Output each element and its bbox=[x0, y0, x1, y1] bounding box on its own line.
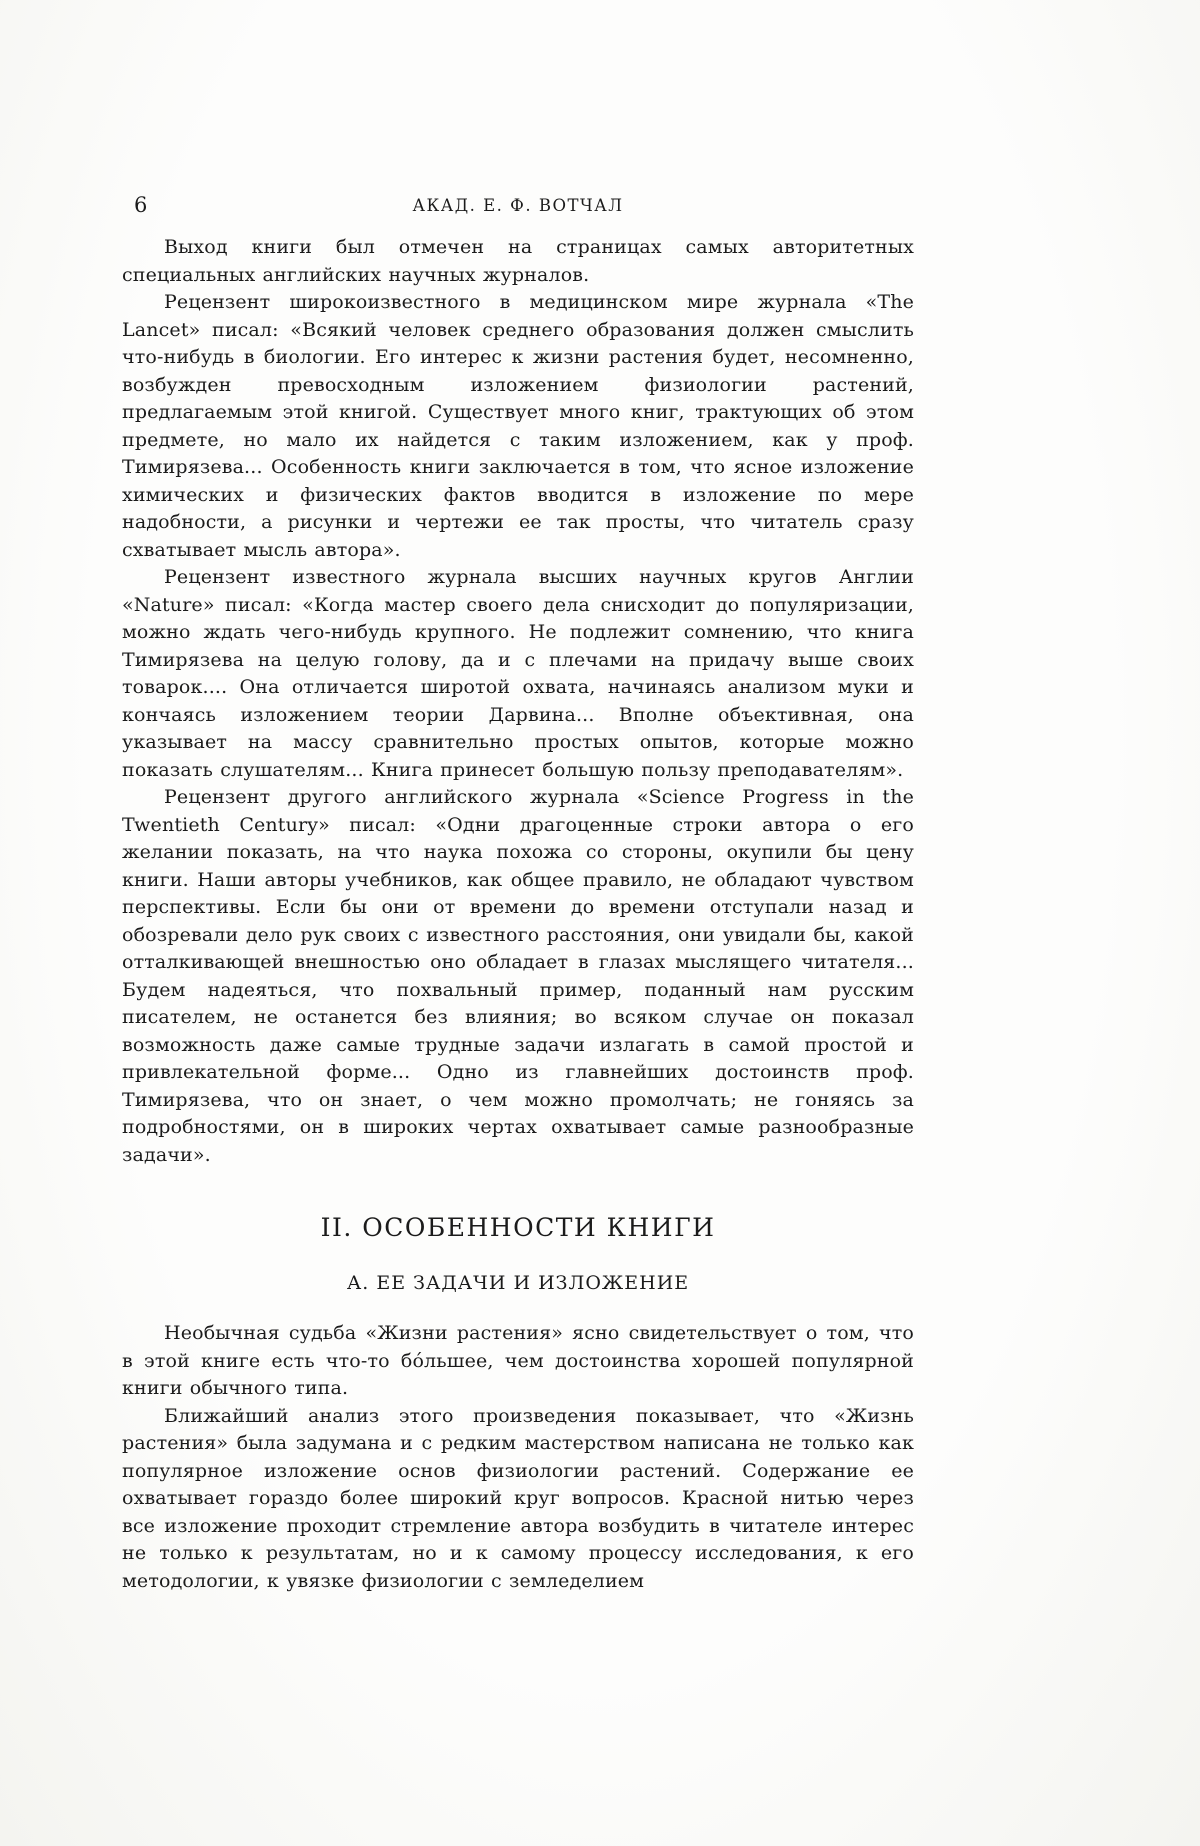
paragraph-lancet-review: Рецензент широкоизвестного в медицинском мире журнала «The Lancet» писал: «Всякий человек среднего образования должен смыслить что-нибудь в биологии. Его интерес к жизни растения будет, несомненно, возбужден превосходным изложением физиологии растений, предлагаемым этой книгой. Существует много книг, трактующих об этом предмете, но мало их найдется с таким изложением, как у проф. Тимирязева... Особенность книги заключается в том, что ясное изложение химических и физических фактов вводится в изложение по мере надобности, а рисунки и чертежи ее так просты, что читатель сразу схватывает мысль автора». bbox=[122, 291, 914, 561]
running-title: АКАД. Е. Ф. ВОТЧАЛ bbox=[412, 196, 624, 215]
paragraph-reviews-intro: Выход книги был отмечен на страницах самых авторитетных специальных английских научных журналов. bbox=[122, 236, 914, 286]
page-content bbox=[122, 193, 914, 1595]
paragraph-unusual-fate: Необычная судьба «Жизни растения» ясно свидетельствует о том, что в этой книге есть что-то бо́льшее, чем достоинства хорошей популярной книги обычного типа. bbox=[122, 1322, 914, 1399]
paragraph-nature-review: Рецензент известного журнала высших научных кругов Англии «Nature» писал: «Когда мастер своего дела снисходит до популяризации, можно ждать чего-нибудь крупного. Не подлежит сомнению, что книга Тимирязева на целую голову, да и с плечами на придачу выше своих товарок.... Она отличается широтой охвата, начинаясь анализом муки и кончаясь изложением теории Дарвина... Вполне объективная, она указывает на массу сравнительно простых опытов, которые можно показать слушателям... Книга принесет большую пользу преподавателям». bbox=[122, 566, 914, 781]
subsection-heading: А. ЕЕ ЗАДАЧИ И ИЗЛОЖЕНИЕ bbox=[346, 1272, 690, 1294]
main-text-block bbox=[122, 234, 914, 1595]
page-number: 6 bbox=[134, 193, 148, 217]
paragraph-science-progress-review: Рецензент другого английского журнала «Science Progress in the Twentieth Century» писал: «Одни драгоценные строки автора о его желании показать, на что наука похожа со стороны, окупили бы цену книги. Наши авторы учебников, как общее правило, не обладают чувством перспективы. Если бы они от времени до времени отступали назад и обозревали дело рук своих с известного расстояния, они увидали бы, какой отталкивающей внешностью оно обладает в глазах мыслящего читателя... Будем надеяться, что похвальный пример, поданный нам русским писателем, не останется без влияния; во всяком случае он показал возможность даже самые трудные задачи излагать в самой простой и привлекательной форме... Одно из главнейших достоинств проф. Тимирязева, что он знает, о чем можно промолчать; не гоняясь за подробностями, он в широких чертах охватывает самые разнообразные задачи». bbox=[122, 786, 914, 1166]
paragraph-closer-analysis: Ближайший анализ этого произведения показывает, что «Жизнь растения» была задумана и с редким мастерством написана не только как популярное изложение основ физиологии растений. Содержание ее охватывает гораздо более широкий круг вопросов. Красной нитью через все изложение проходит стремление автора возбудить в читателе интерес не только к результатам, но и к самому процессу исследования, к его методологии, к увязке физиологии с земледелием bbox=[122, 1404, 914, 1592]
section-heading: II. ОСОБЕННОСТИ КНИГИ bbox=[320, 1213, 716, 1242]
running-header bbox=[122, 193, 914, 223]
